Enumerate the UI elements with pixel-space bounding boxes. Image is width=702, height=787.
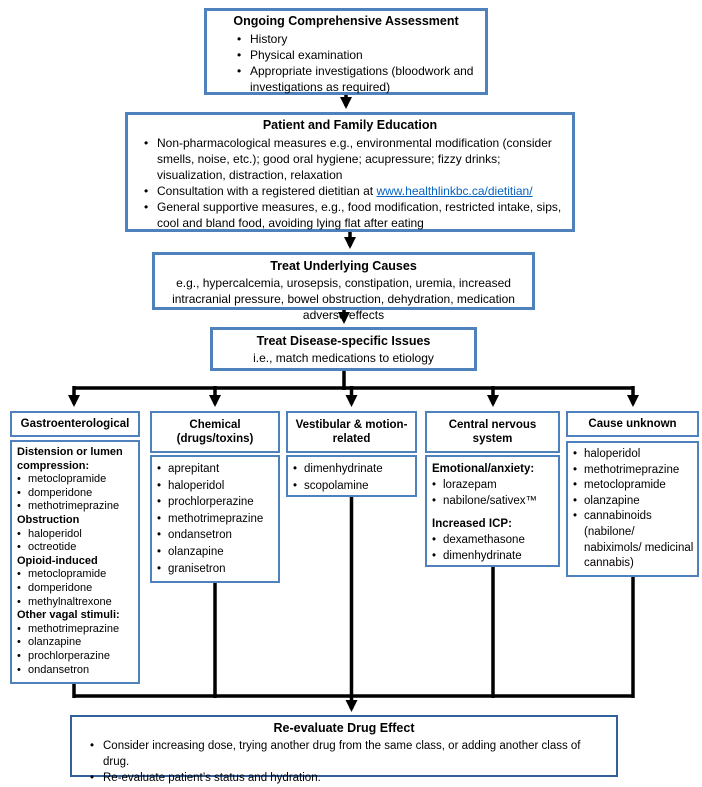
drug-item [157, 494, 275, 511]
bullet-icon: • [573, 479, 578, 492]
drug-item [17, 623, 135, 637]
bullet-item: • General supportive measures, e.g., food modification, restricted intake, sips, cool and bland food, avoiding lying flat after eating [144, 199, 564, 231]
bullet-icon: • [157, 463, 162, 475]
bullet-icon: • [432, 550, 437, 562]
drug-name: granisetron [168, 562, 226, 575]
column-title: Cause unknown [588, 417, 677, 430]
bullet-icon: • [157, 529, 162, 542]
drug-name: domperidone [28, 581, 93, 594]
underlying-causes-title: Treat Underlying Causes [270, 259, 417, 273]
column-content-cause-unknown [566, 441, 699, 577]
section-heading: Other vagal stimuli: [17, 609, 120, 622]
bullet-icon: • [432, 479, 437, 491]
underlying-causes-box [152, 252, 535, 322]
bullet-icon: • [17, 663, 21, 676]
bullet-icon: • [157, 562, 162, 575]
drug-item [17, 500, 135, 514]
bullet-icon: • [17, 500, 21, 513]
bullet-item: • Consultation with a registered dietitian at www.healthlinkbc.ca/dietitian/ [144, 183, 564, 199]
drug-name: ondansetron [28, 663, 90, 676]
column-title: Vestibular & motion-related [295, 418, 408, 445]
section-heading: Distension or lumen compression: [17, 446, 123, 472]
drug-name: haloperidol [168, 479, 225, 492]
disease-specific-title: Treat Disease-specific Issues [256, 334, 431, 348]
drug-name: nabilone/sativex™ [443, 495, 537, 507]
assessment-bullets [237, 31, 479, 95]
bullet-icon: • [17, 595, 21, 608]
bullet-icon: • [17, 527, 21, 540]
bullet-icon: • [17, 581, 21, 594]
bullet-icon: • [17, 649, 21, 662]
bullet-icon: • [17, 622, 21, 635]
reevaluate-box [70, 715, 618, 784]
drug-name: metoclopramide [28, 568, 107, 581]
education-bullets [144, 135, 564, 231]
section-heading: Emotional/anxiety: [432, 463, 535, 475]
drug-item [157, 461, 275, 478]
drug-name: olanzapine [168, 545, 224, 558]
drug-item [432, 548, 555, 564]
bullet-icon: • [573, 510, 578, 523]
drug-item [17, 582, 135, 596]
drug-item [157, 527, 275, 544]
bullet-icon: • [573, 494, 578, 507]
drug-item [573, 463, 694, 479]
bullet-icon: • [157, 545, 162, 558]
drug-name: dexamethasone [443, 534, 525, 546]
column-header-chemical [150, 411, 280, 453]
drug-item [17, 528, 135, 542]
bullet-icon: • [157, 496, 162, 509]
drug-item [17, 473, 135, 487]
education-box [125, 112, 575, 232]
bullet-item: • Physical examination [237, 47, 479, 63]
drug-name: olanzapine [28, 636, 82, 649]
drug-name: cannabinoids (nabilone/ nabiximols/ medicinal cannabis) [584, 510, 694, 570]
bullet-item: • Consider increasing dose, trying another drug from the same class, or adding another class of drug. [90, 738, 606, 770]
drug-name: methotrimeprazine [28, 622, 120, 635]
column-title: Central nervous system [448, 418, 537, 445]
bullet-icon: • [17, 568, 21, 581]
disease-specific-box [210, 327, 477, 371]
drug-item [293, 461, 412, 478]
drug-name: ondansetron [168, 529, 232, 542]
drug-name: methylnaltrexone [28, 595, 112, 608]
drug-item [573, 478, 694, 494]
drug-name: metoclopramide [28, 473, 107, 486]
assessment-box [204, 8, 488, 95]
column-content-gastroenterological [10, 440, 140, 684]
drug-item [157, 511, 275, 528]
drug-item [432, 477, 555, 493]
bullet-icon: • [573, 463, 578, 476]
column-content-vestibular [286, 455, 417, 497]
bullet-icon: • [17, 473, 21, 486]
education-title: Patient and Family Education [262, 118, 438, 132]
section-heading: Opioid-induced [17, 554, 98, 567]
drug-name: dimenhydrinate [304, 463, 383, 475]
column-content-central-nervous-system [425, 455, 560, 567]
drug-item [573, 509, 694, 571]
drug-item [432, 532, 555, 548]
drug-item [157, 561, 275, 578]
column-header-cause-unknown [566, 411, 699, 437]
assessment-title: Ongoing Comprehensive Assessment [233, 14, 459, 28]
drug-item [157, 478, 275, 495]
bullet-item: • Non-pharmacological measures e.g., environmental modification (consider smells, noise, etc.); good oral hygiene; acupressure; fizzy drinks; visualization, distraction, relaxation [144, 135, 564, 183]
column-title: Gastroenterological [20, 417, 130, 430]
drug-name: methotrimeprazine [584, 463, 680, 476]
drug-item [17, 596, 135, 610]
drug-item [17, 541, 135, 555]
dietitian-link[interactable]: www.healthlinkbc.ca/dietitian/ [376, 184, 533, 198]
drug-name: domperidone [28, 486, 93, 499]
drug-name: dimenhydrinate [443, 550, 522, 562]
drug-name: metoclopramide [584, 479, 666, 492]
drug-item [432, 493, 555, 509]
bullet-icon: • [17, 486, 21, 499]
column-header-gastroenterological [10, 411, 140, 437]
column-title: Chemical (drugs/toxins) [176, 418, 254, 445]
bullet-icon: • [432, 534, 437, 546]
drug-name: prochlorperazine [28, 649, 110, 662]
drug-name: scopolamine [304, 479, 369, 492]
section-heading: Increased ICP: [432, 518, 512, 530]
drug-item [157, 544, 275, 561]
bullet-icon: • [157, 512, 162, 525]
bullet-icon: • [573, 448, 578, 460]
drug-item [573, 447, 694, 463]
drug-item [17, 664, 135, 678]
underlying-causes-body: e.g., hypercalcemia, urosepsis, constipation, uremia, increased intracranial pressure, bowel obstruction, dehydration, medication adverse effects [172, 276, 515, 322]
drug-name: prochlorperazine [168, 496, 254, 509]
drug-item [17, 650, 135, 664]
drug-name: olanzapine [584, 494, 640, 507]
bullet-icon: • [17, 636, 21, 649]
bullet-icon: • [432, 495, 437, 507]
column-header-vestibular [286, 411, 417, 453]
drug-name: haloperidol [28, 527, 82, 540]
bullet-item: • Appropriate investigations (bloodwork and investigations as required) [237, 63, 479, 95]
disease-specific-body: i.e., match medications to etiology [253, 351, 434, 365]
column-content-chemical [150, 455, 280, 583]
bullet-item: • History [237, 31, 479, 47]
drug-item [293, 478, 412, 495]
drug-item [573, 494, 694, 510]
reevaluate-bullets [90, 738, 606, 786]
reevaluate-title: Re-evaluate Drug Effect [273, 721, 415, 735]
drug-item [17, 487, 135, 501]
bullet-icon: • [17, 541, 21, 554]
drug-name: aprepitant [168, 463, 220, 475]
drug-item [17, 636, 135, 650]
drug-item [17, 568, 135, 582]
drug-name: haloperidol [584, 448, 641, 460]
section-heading: Obstruction [17, 513, 80, 526]
column-header-central-nervous-system [425, 411, 560, 453]
drug-name: octreotide [28, 541, 77, 554]
bullet-icon: • [293, 463, 298, 475]
bullet-icon: • [157, 479, 162, 492]
drug-name: lorazepam [443, 479, 497, 491]
bullet-icon: • [293, 479, 298, 492]
bullet-item: • Re-evaluate patient’s status and hydration. [90, 770, 606, 786]
drug-name: methotrimeprazine [28, 500, 120, 513]
drug-name: methotrimeprazine [168, 512, 264, 525]
